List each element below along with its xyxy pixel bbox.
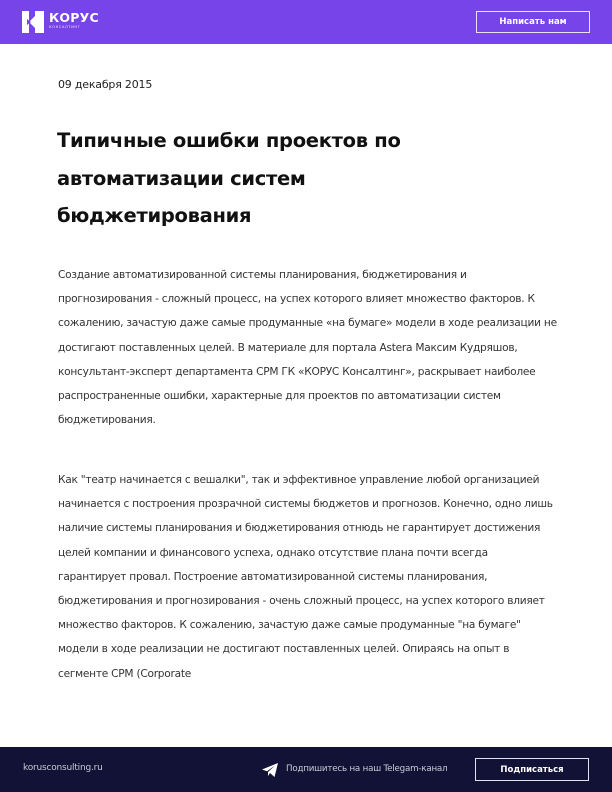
contact-us-button[interactable]: Написать нам (476, 11, 590, 33)
article-title: Типичные ошибки проектов по автоматизации систем бюджетирования (57, 129, 401, 227)
article-paragraph-1: Создание автоматизированной системы планирования, бюджетирования и прогнозирования - сложный процесс, на успех которого влияет множество факторов. К сожалению, зачастую даже самые продуманные «на бумаге» модели в ходе реализации не достигают поставленных целей. В материале для портала Astera Максим Кудряшов, консультант-эксперт департамента CPM ГК «КОРУС Консалтинг», раскрывает наиболее распространенные ошибки, характерные для проектов по автоматизации систем бюджетирования. (58, 269, 557, 427)
logo-name: КОРУС (49, 10, 99, 25)
telegram-icon[interactable] (262, 763, 278, 777)
site-link[interactable]: korusconsulting.ru (23, 763, 103, 773)
top-header (0, 0, 612, 44)
article-date: 09 декабря 2015 (58, 78, 153, 91)
article-paragraph-2: Как "театр начинается с вешалки", так и эффективное управление любой организацией начинается с построения прозрачной системы бюджетов и прогнозов. Конечно, одно лишь наличие системы планирования и бюджетирования отнюдь не гарантирует достижения целей компании и финансового успеха, однако отсутствие плана почти всегда гарантирует провал. Построение автоматизированной системы планирования, бюджетирования и прогнозирования - очень сложный процесс, на успех которого влияет множество факторов. К сожалению, зачастую даже самые продуманные "на бумаге" модели в ходе реализации не достигают поставленных целей. Опираясь на опыт в сегменте CPM (Corporate (58, 474, 553, 680)
telegram-subscribe-link[interactable]: Подпишитесь на наш Telegam-канал (286, 764, 448, 774)
logo-subtitle: КОНСАЛТИНГ (49, 25, 81, 29)
korus-logo-mark-icon (22, 11, 44, 33)
bottom-footer (0, 747, 612, 792)
korus-logo[interactable] (22, 11, 99, 33)
subscribe-button[interactable]: Подписаться (475, 758, 589, 781)
